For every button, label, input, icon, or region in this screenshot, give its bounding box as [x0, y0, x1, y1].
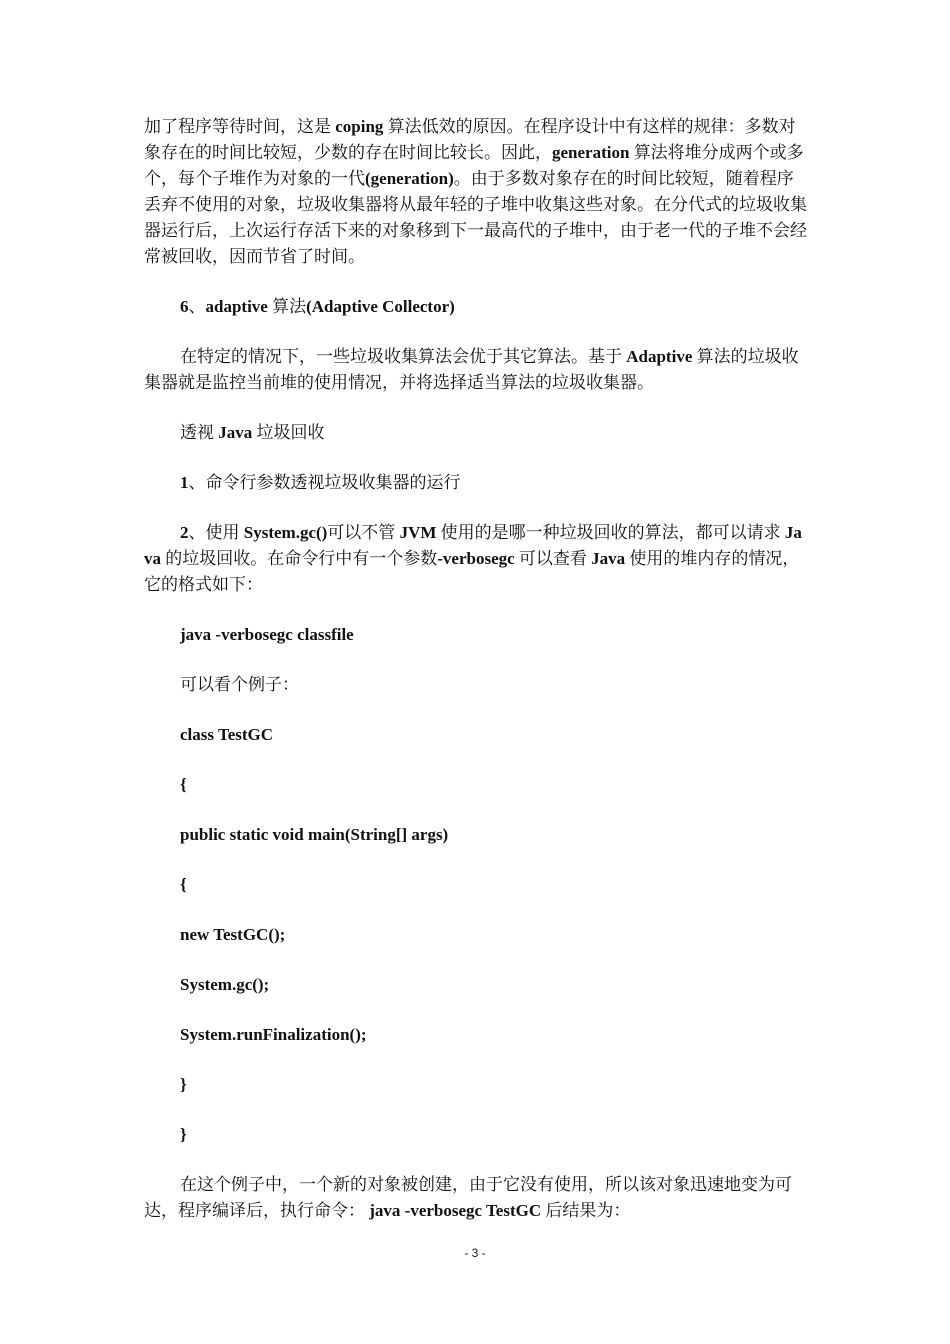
page-content — [144, 114, 808, 1224]
command-format-line: java -verbosegc classfile — [180, 625, 354, 644]
code-line: } — [180, 1125, 187, 1144]
code-line: System.runFinalization(); — [180, 1025, 367, 1044]
section-title-java-gc: 透视 Java 垃圾回收 — [180, 423, 325, 442]
code-line: public static void main(String[] args) — [180, 825, 449, 844]
list-item-1: 1、命令行参数透视垃圾收集器的运行 — [180, 473, 461, 492]
list-item-2: 2、使用 System.gc()可以不管 JVM 使用的是哪一种垃圾回收的算法，都可以请求 Java 的垃圾回收。在命令行中有一个参数-verbosegc 可以查看 Java 使用的堆内存的情况，它的格式如下： — [144, 523, 802, 594]
code-line: System.gc(); — [180, 975, 270, 994]
example-intro: 可以看个例子： — [180, 675, 299, 694]
code-example — [144, 722, 808, 1148]
heading-adaptive-algorithm: 6、adaptive 算法(Adaptive Collector) — [180, 297, 455, 316]
paragraph-example-explanation: 在这个例子中，一个新的对象被创建，由于它没有使用，所以该对象迅速地变为可达，程序编译后，执行命令： java -verbosegc TestGC 后结果为： — [144, 1175, 792, 1220]
paragraph-generation-algorithm: 加了程序等待时间，这是 coping 算法低效的原因。在程序设计中有这样的规律：多数对象存在的时间比较短，少数的存在时间比较长。因此，generation 算法将堆分成两个或多个，每个子堆作为对象的一代(generation)。由于多数对象存在的时间比较短，随着程序丢弃不使用的对象，垃圾收集器将从最年轻的子堆中收集这些对象。在分代式的垃圾收集器运行后，上次运行存活下来的对象移到下一最高代的子堆中，由于老一代的子堆不会经常被回收，因而节省了时间。 — [144, 117, 807, 266]
code-line: } — [180, 1075, 187, 1094]
page-number: - 3 - — [464, 1246, 486, 1260]
code-line: class TestGC — [180, 725, 274, 744]
paragraph-adaptive-description: 在特定的情况下，一些垃圾收集算法会优于其它算法。基于 Adaptive 算法的垃圾收集器就是监控当前堆的使用情况，并将选择适当算法的垃圾收集器。 — [144, 347, 799, 392]
code-line: new TestGC(); — [180, 925, 286, 944]
code-line: { — [180, 875, 187, 894]
code-line: { — [180, 775, 187, 794]
